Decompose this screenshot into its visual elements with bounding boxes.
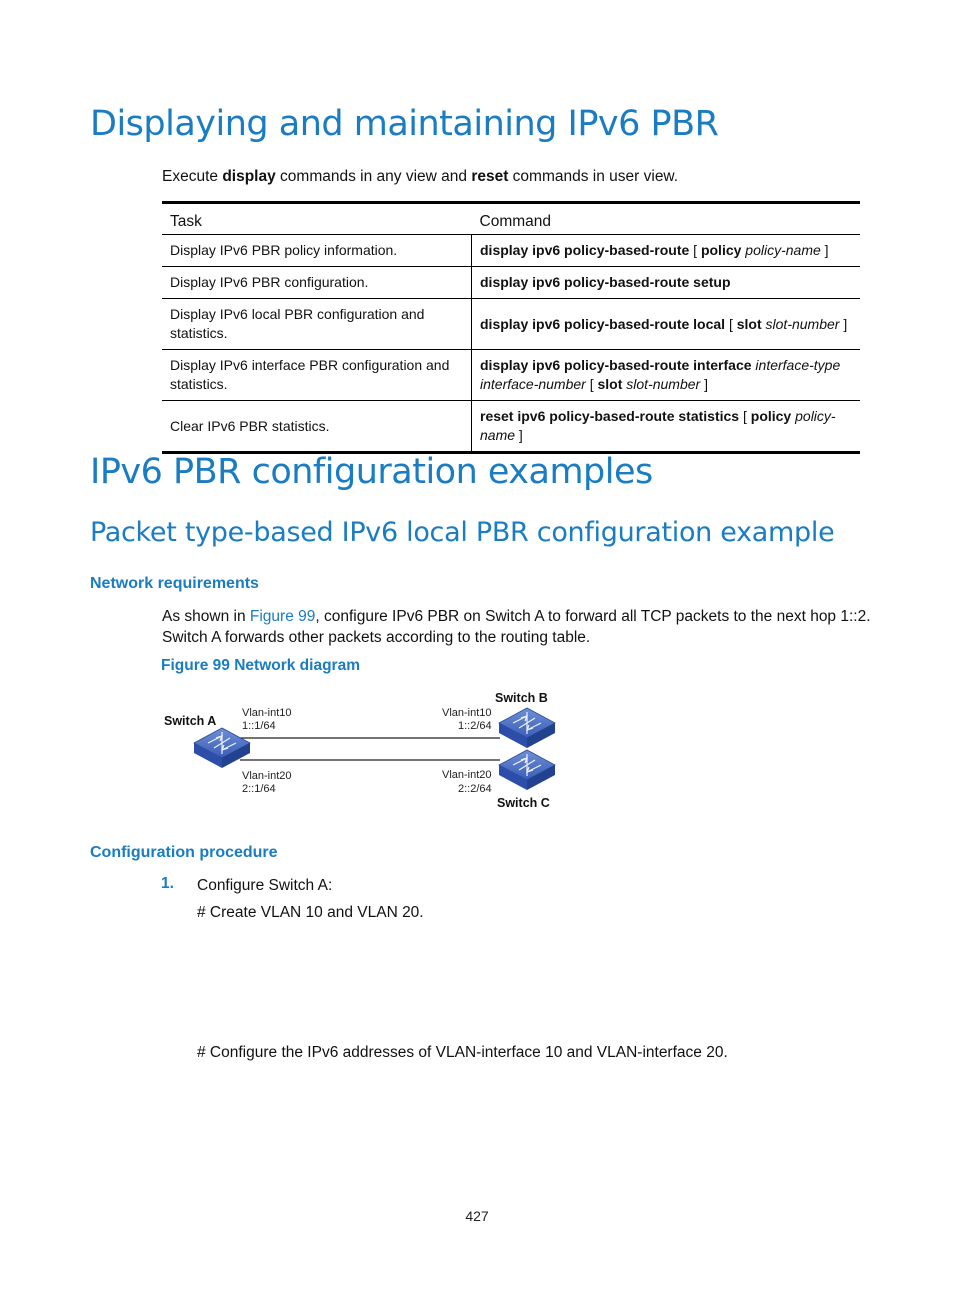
heading-network-requirements: Network requirements [90,575,259,592]
command-segment: display ipv6 policy-based-route setup [480,274,731,290]
command-segment: [ [739,408,751,424]
step-1-text: Configure Switch A: [197,877,333,894]
switch-c-label: Switch C [497,796,550,810]
command-cell [472,267,861,299]
command-segment: ] [839,315,848,332]
table-row [162,235,860,267]
step-1-number: 1. [161,875,174,892]
command-segment: ] [820,242,829,258]
figure-caption: Figure 99 Network diagram [161,657,360,674]
command-segment: display ipv6 policy-based-route [480,242,690,258]
command-segment: reset ipv6 policy-based-route statistics [480,408,740,424]
command-segment: policy-name [480,408,836,443]
switch-b-icon [499,708,555,748]
command-segment: slot-number [761,315,840,332]
comment-configure-ipv6: # Configure the IPv6 addresses of VLAN-interface 10 and VLAN-interface 20. [197,1044,728,1061]
subsection-title-packet-type: Packet type-based IPv6 local PBR configuration example [90,517,835,548]
switch-a-icon [194,728,250,768]
command-segment: [ [689,242,701,258]
switch-a-vlan20-ip: 2::1/64 [242,783,276,795]
task-cell: Display IPv6 PBR configuration. [162,267,472,299]
switch-a-vlan20-label: Vlan-int20 [242,770,292,782]
command-segment: policy [700,242,742,258]
switch-a-label: Switch A [164,714,217,728]
command-segment: ] [515,427,523,443]
table-row [162,299,860,350]
switch-a-vlan10-ip: 1::1/64 [242,720,276,732]
command-segment: [ [725,315,737,332]
network-requirements-text: As shown in Figure 99, configure IPv6 PBR on Switch A to forward all TCP packets to the next hop 1::2. Switch A forwards other packets according to the routing table. [162,608,871,646]
command-segment: display ipv6 policy-based-route local [480,315,726,332]
table-row [162,267,860,299]
command-cell [472,401,861,453]
switch-b-label: Switch B [495,691,548,705]
task-cell: Clear IPv6 PBR statistics. [162,401,472,453]
switch-c-vlan20-ip: 2::2/64 [458,783,492,795]
switch-c-vlan20-label: Vlan-int20 [442,769,492,781]
table-header-task: Task [162,203,472,235]
task-command-table [162,201,860,454]
command-segment: display ipv6 policy-based-route interface [480,357,752,373]
command-segment: policy-name [741,242,821,258]
command-cell [472,235,861,267]
command-segment: [ [585,376,598,392]
table-row [162,350,860,401]
heading-configuration-procedure: Configuration procedure [90,844,278,861]
network-diagram [150,684,570,814]
comment-create-vlan: # Create VLAN 10 and VLAN 20. [197,904,424,921]
command-segment: policy [750,408,792,424]
switch-b-vlan10-label: Vlan-int10 [442,707,492,719]
table-header-command: Command [472,203,861,235]
switch-c-icon [499,750,555,790]
section-title-config-examples: IPv6 PBR configuration examples [90,452,653,492]
command-cell [472,299,861,350]
command-segment: ] [700,376,708,392]
task-cell: Display IPv6 interface PBR configuration and statistics. [162,350,472,401]
table-row [162,401,860,453]
command-segment: interface-type interface-number [480,357,841,392]
switch-a-vlan10-label: Vlan-int10 [242,707,292,719]
command-segment: slot [736,315,762,332]
page-number: 427 [465,1208,489,1224]
figure-99-link[interactable]: Figure 99 [249,608,316,625]
section-intro: Execute display commands in any view and reset commands in user view. [162,168,679,185]
task-cell: Display IPv6 local PBR configuration and statistics. [162,299,472,350]
switch-b-vlan10-ip: 1::2/64 [458,720,492,732]
table-body [162,235,860,453]
command-segment: slot-number [622,376,701,392]
table-header-row [162,203,860,235]
command-cell [472,350,861,401]
task-cell: Display IPv6 PBR policy information. [162,235,472,267]
command-segment: slot [597,376,623,392]
section-title-display-maintain: Displaying and maintaining IPv6 PBR [90,104,719,144]
